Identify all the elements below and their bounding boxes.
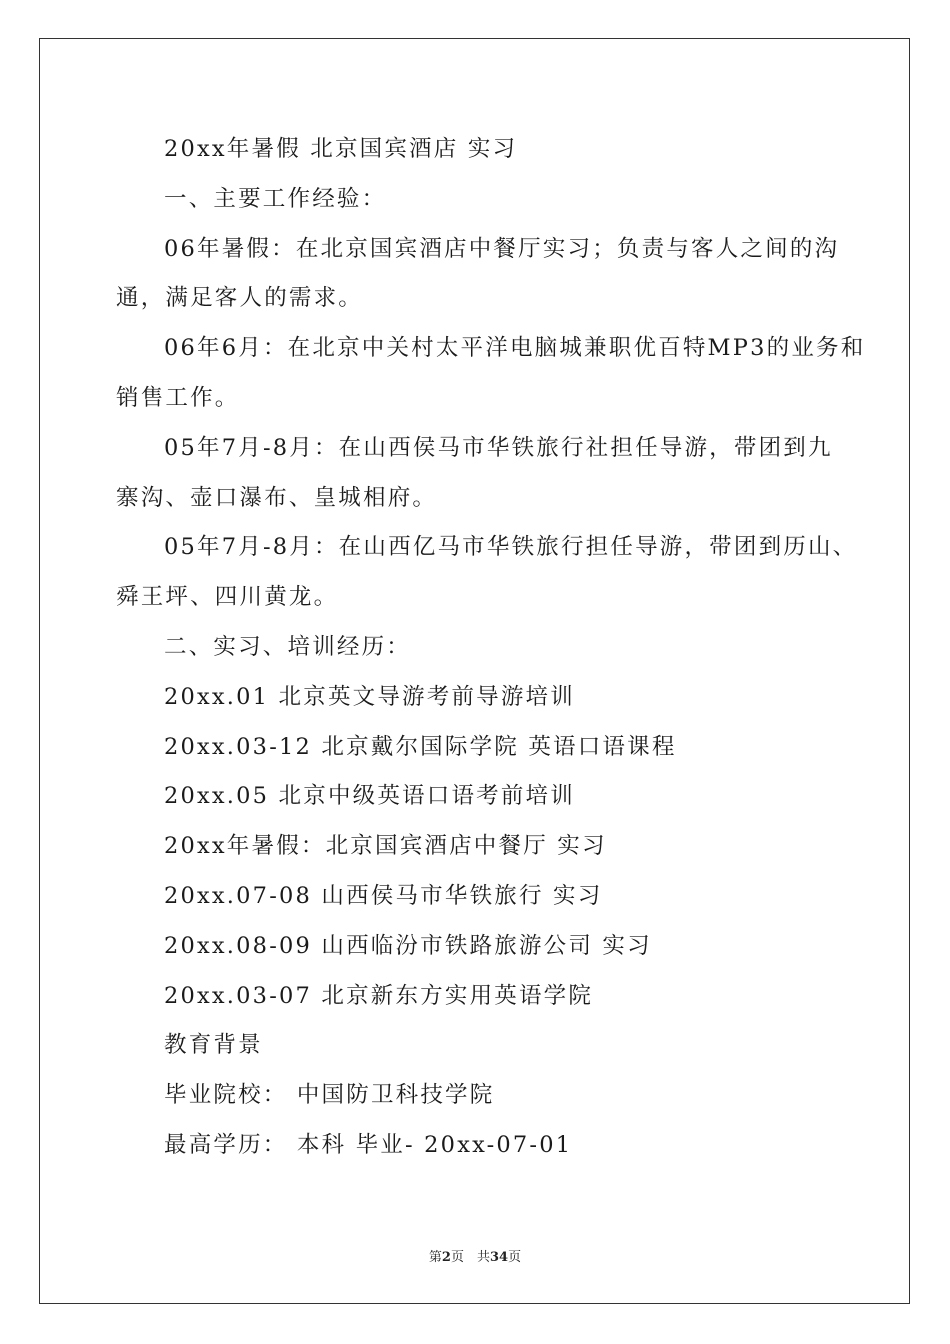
training-item: 20xx.01 北京英文导游考前导游培训: [164, 683, 575, 710]
work-item-4-continued: 舜王坪、四川黄龙。: [116, 584, 339, 611]
footer-page-number: 2: [441, 1250, 451, 1265]
work-item-3-continued: 寨沟、壶口瀑布、皇城相府。: [116, 484, 438, 511]
document-body: [116, 125, 866, 1171]
work-item-4: 05年7月-8月：在山西亿马市华铁旅行担任导游，带团到历山、: [164, 534, 858, 561]
footer-prefix: 第: [428, 1250, 442, 1265]
highest-degree: 最高学历： 本科 毕业- 20xx-07-01: [164, 1131, 573, 1158]
training-item: 20xx.07-08 山西侯马市华铁旅行 实习: [164, 882, 603, 909]
section-heading-training: 二、实习、培训经历：: [164, 633, 412, 660]
work-item-3: 05年7月-8月：在山西侯马市华铁旅行社担任导游，带团到九: [164, 434, 833, 461]
footer-total-pages: 34: [489, 1250, 509, 1265]
training-item: 20xx.05 北京中级英语口语考前培训: [164, 783, 575, 810]
training-item: 20xx.03-12 北京戴尔国际学院 英语口语课程: [164, 733, 677, 760]
work-item-1-continued: 通，满足客人的需求。: [116, 285, 364, 312]
section-heading-work-experience: 一、主要工作经验：: [164, 185, 387, 212]
training-item: 20xx.03-07 北京新东方实用英语学院: [164, 982, 594, 1009]
training-item: 20xx.08-09 山西临汾市铁路旅游公司 实习: [164, 932, 652, 959]
section-heading-education: 教育背景: [164, 1032, 263, 1059]
work-item-2-continued: 销售工作。: [116, 384, 240, 411]
page-footer: [0, 1246, 950, 1265]
graduate-school: 毕业院校： 中国防卫科技学院: [164, 1082, 495, 1109]
work-item-2: 06年6月：在北京中关村太平洋电脑城兼职优百特MP3的业务和: [164, 335, 866, 362]
training-item: 20xx年暑假：北京国宾酒店中餐厅 实习: [164, 833, 607, 860]
work-item-1: 06年暑假：在北京国宾酒店中餐厅实习；负责与客人之间的沟: [164, 235, 840, 262]
footer-mid: 页 共: [450, 1250, 490, 1265]
footer-suffix: 页: [508, 1250, 522, 1265]
summer-internship-line: 20xx年暑假 北京国宾酒店 实习: [164, 136, 518, 162]
